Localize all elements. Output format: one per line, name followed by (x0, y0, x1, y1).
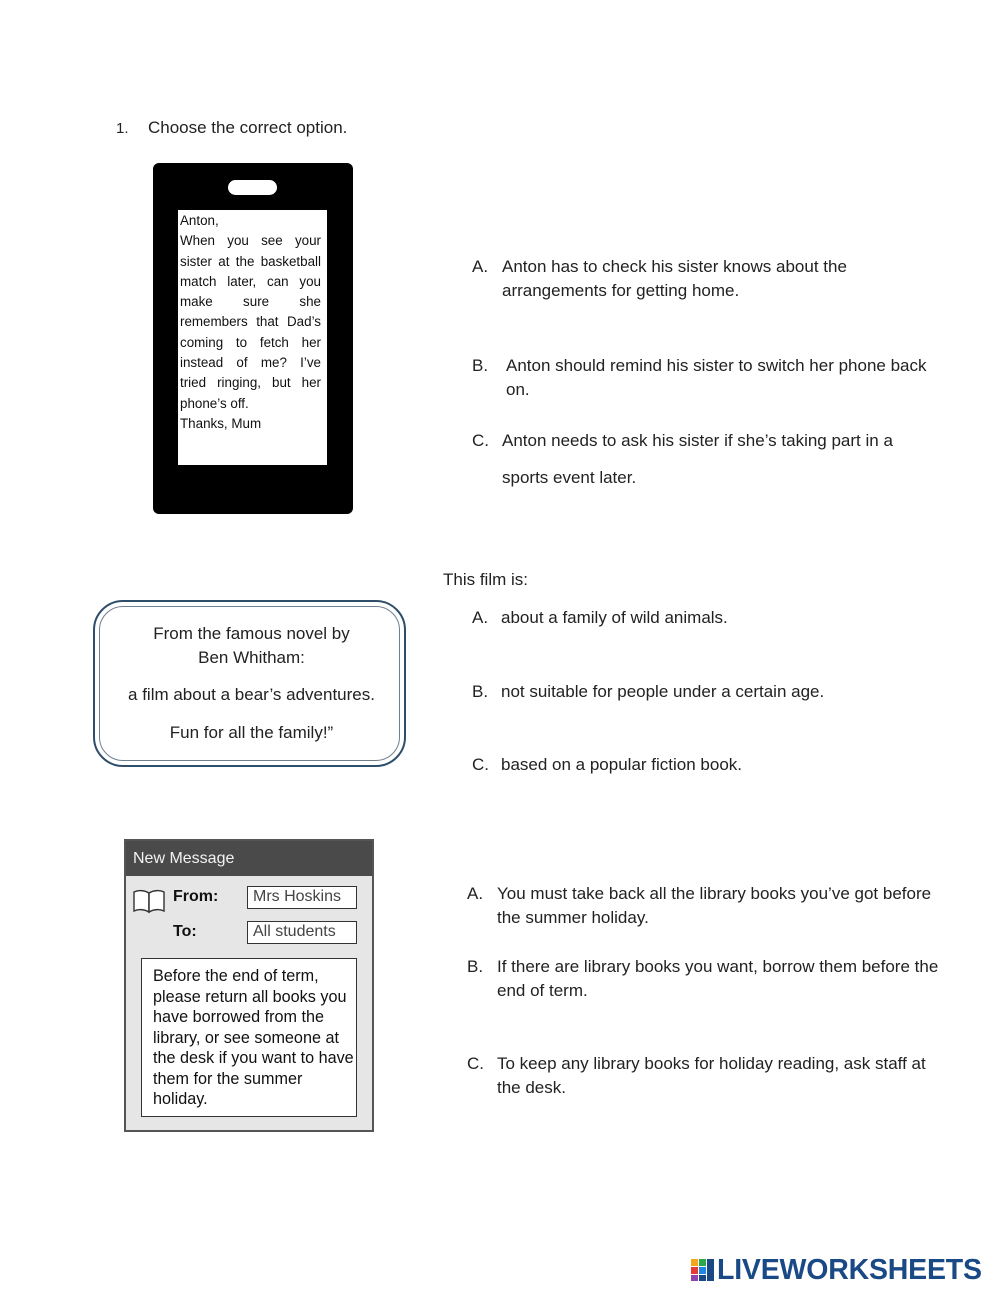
q1-option-c[interactable] (472, 422, 942, 496)
email-to-label: To: (173, 923, 197, 940)
q3-option-b-letter: B. (467, 957, 484, 976)
q3-option-a-letter: A. (467, 884, 484, 903)
q3-option-c[interactable] (467, 1052, 947, 1100)
q3-option-a-text: You must take back all the library books you’ve got before the summer holiday. (497, 884, 932, 927)
liveworksheets-logo (691, 1254, 991, 1286)
email-from-field: Mrs Hoskins (247, 886, 357, 909)
instruction (116, 116, 347, 141)
email-to-field: All students (247, 921, 357, 944)
q2-option-a-letter: A. (472, 608, 489, 627)
email-title: New Message (126, 841, 372, 876)
phone-screen (178, 210, 327, 465)
q2-option-a-text: about a family of wild animals. (501, 608, 728, 627)
q1-option-a-letter: A. (472, 257, 489, 276)
film-poster (93, 600, 406, 767)
phone-message-greeting: Anton, (180, 213, 219, 228)
phone-illustration (153, 163, 353, 514)
phone-message (180, 211, 321, 434)
q1-option-b[interactable] (472, 354, 942, 402)
phone-message-body: When you see your sister at the basketball match later, can you make sure she remembers that Dad’s coming to fetch her instead of me? I’ve tried ringing, but her phone’s off. (180, 233, 321, 411)
email-illustration (124, 839, 374, 1132)
email-from-label: From: (173, 888, 219, 905)
q3-option-c-text: To keep any library books for holiday reading, ask staff at the desk. (497, 1054, 926, 1097)
phone-speaker (228, 180, 277, 195)
q1-option-c-letter: C. (472, 431, 489, 450)
email-body-box (141, 958, 357, 1117)
q1-option-a-text: Anton has to check his sister knows about the arrangements for getting home. (502, 257, 847, 300)
phone-message-signoff: Thanks, Mum (180, 415, 262, 431)
poster-line-1: From the famous novel by Ben Whitham: (153, 624, 350, 667)
logo-text: LIVEWORKSHEETS (717, 1254, 982, 1286)
q2-option-a[interactable] (472, 606, 942, 630)
poster-line-3: Fun for all the family!” (169, 723, 334, 742)
logo-mark-icon (691, 1259, 715, 1281)
q1-option-b-text: Anton should remind his sister to switch her phone back on. (506, 356, 927, 399)
q2-option-c-text: based on a popular fiction book. (501, 755, 743, 774)
q3-option-a[interactable] (467, 882, 947, 930)
poster-line-2: a film about a bear’s adventures. (128, 685, 375, 704)
book-icon (133, 888, 165, 914)
instruction-number: 1. (116, 120, 129, 137)
q2-option-c[interactable] (472, 753, 942, 777)
q2-option-b-text: not suitable for people under a certain age. (501, 682, 825, 701)
q1-option-a[interactable] (472, 255, 942, 303)
q2-option-b[interactable] (472, 680, 942, 704)
q1-option-b-letter: B. (472, 356, 489, 375)
email-body-text: Before the end of term, please return all books you have borrowed from the library, or see someone at the desk if you want to have them for the summer holiday. (153, 967, 354, 1108)
q2-option-b-letter: B. (472, 682, 489, 701)
q3-option-b-text: If there are library books you want, borrow them before the end of term. (497, 957, 939, 1000)
q3-option-c-letter: C. (467, 1054, 484, 1073)
q2-stem: This film is: (443, 570, 528, 589)
q3-option-b[interactable] (467, 955, 947, 1003)
q1-option-c-text: Anton needs to ask his sister if she’s taking part in a sports event later. (502, 431, 893, 487)
q2-option-c-letter: C. (472, 755, 489, 774)
instruction-text: Choose the correct option. (147, 118, 348, 137)
